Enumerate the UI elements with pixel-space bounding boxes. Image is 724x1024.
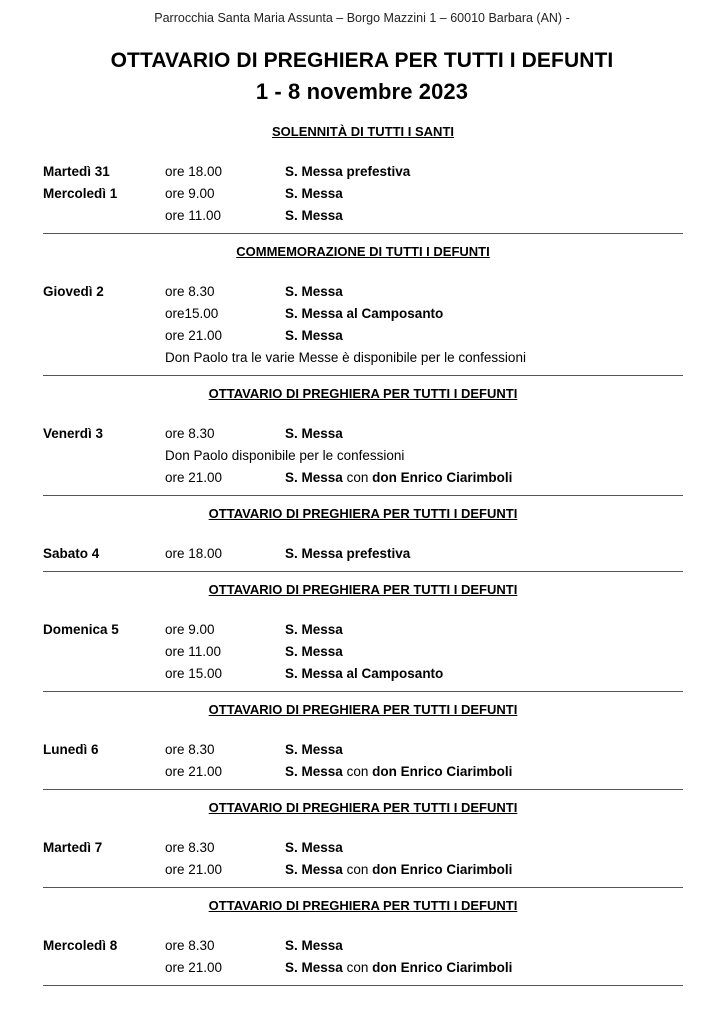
schedule-row	[43, 859, 683, 881]
schedule-sections	[43, 123, 683, 986]
event-title: S. Messa	[285, 840, 343, 855]
schedule-row	[43, 161, 683, 183]
schedule-day: Giovedì 2	[43, 284, 104, 299]
schedule-event	[285, 467, 512, 489]
schedule-section	[43, 897, 683, 986]
schedule-section	[43, 385, 683, 496]
schedule-time: ore 21.00	[165, 862, 223, 877]
event-title: S. Messa	[285, 208, 343, 223]
event-title: S. Messa	[285, 862, 343, 877]
schedule-time: ore15.00	[165, 306, 219, 321]
section-heading: COMMEMORAZIONE DI TUTTI I DEFUNTI	[236, 244, 490, 259]
event-connector: con	[346, 960, 369, 975]
schedule-event	[285, 303, 443, 325]
schedule-time: ore 18.00	[165, 164, 223, 179]
schedule-event	[285, 423, 343, 445]
schedule-row	[43, 641, 683, 663]
schedule-time: ore 11.00	[165, 208, 222, 223]
schedule-time: ore 8.30	[165, 938, 215, 953]
event-title: S. Messa	[285, 284, 343, 299]
schedule-time: ore 9.00	[165, 186, 215, 201]
parish-header: Parrocchia Santa Maria Assunta – Borgo Mazzini 1 – 60010 Barbara (AN) -	[154, 11, 570, 25]
event-celebrant: don Enrico Ciarimboli	[372, 960, 513, 975]
schedule-time: ore 9.00	[165, 622, 215, 637]
schedule-day: Venerdì 3	[43, 426, 104, 441]
schedule-section	[43, 505, 683, 572]
schedule-row	[43, 183, 683, 205]
schedule-time: ore 8.30	[165, 742, 215, 757]
schedule-event	[285, 619, 343, 641]
schedule-event	[285, 205, 343, 227]
schedule-event	[285, 859, 512, 881]
section-heading: OTTAVARIO DI PREGHIERA PER TUTTI I DEFUNTI	[208, 800, 518, 815]
schedule-day: Lunedì 6	[43, 742, 99, 757]
schedule-event	[285, 325, 343, 347]
event-title: S. Messa	[285, 742, 343, 757]
schedule-time: ore 21.00	[165, 328, 223, 343]
schedule-time: ore 8.30	[165, 840, 215, 855]
schedule-time: ore 8.30	[165, 426, 215, 441]
schedule-day: Domenica 5	[43, 622, 119, 637]
schedule-event	[285, 641, 343, 663]
event-title: S. Messa	[285, 470, 343, 485]
schedule-event	[285, 957, 512, 979]
schedule-day: Martedì 7	[43, 840, 103, 855]
schedule-event	[285, 663, 443, 685]
schedule-row	[43, 467, 683, 489]
schedule-event	[285, 183, 343, 205]
schedule-event	[285, 739, 343, 761]
event-connector: con	[346, 470, 369, 485]
event-title: S. Messa	[285, 186, 343, 201]
schedule-section	[43, 581, 683, 692]
event-title: S. Messa	[285, 764, 343, 779]
schedule-note: Don Paolo disponibile per le confessioni	[165, 448, 405, 463]
schedule-row	[43, 303, 683, 325]
event-title: S. Messa al Camposanto	[285, 666, 444, 681]
event-title: S. Messa	[285, 938, 343, 953]
schedule-row	[43, 423, 683, 445]
schedule-row	[43, 935, 683, 957]
schedule-event	[285, 543, 410, 565]
document-title: OTTAVARIO DI PREGHIERA PER TUTTI I DEFUNTI	[110, 49, 614, 72]
schedule-section	[43, 701, 683, 790]
schedule-day: Sabato 4	[43, 546, 100, 561]
event-celebrant: don Enrico Ciarimboli	[372, 764, 513, 779]
schedule-row	[43, 325, 683, 347]
schedule-section	[43, 799, 683, 888]
event-connector: con	[346, 862, 369, 877]
event-title: S. Messa al Camposanto	[285, 306, 444, 321]
section-heading: SOLENNITÀ DI TUTTI I SANTI	[272, 124, 454, 139]
schedule-row	[43, 445, 683, 467]
schedule-row	[43, 663, 683, 685]
schedule-section	[43, 243, 683, 376]
section-heading: OTTAVARIO DI PREGHIERA PER TUTTI I DEFUNTI	[208, 898, 518, 913]
event-title: S. Messa	[285, 622, 343, 637]
schedule-day: Martedì 31	[43, 164, 110, 179]
event-title: S. Messa	[285, 960, 343, 975]
schedule-time: ore 18.00	[165, 546, 223, 561]
schedule-event	[285, 281, 343, 303]
schedule-row	[43, 957, 683, 979]
schedule-row	[43, 837, 683, 859]
schedule-event	[285, 761, 512, 783]
section-heading: OTTAVARIO DI PREGHIERA PER TUTTI I DEFUNTI	[208, 506, 518, 521]
event-celebrant: don Enrico Ciarimboli	[372, 470, 513, 485]
schedule-time: ore 21.00	[165, 960, 223, 975]
schedule-row	[43, 281, 683, 303]
schedule-event	[285, 837, 343, 859]
schedule-time: ore 11.00	[165, 644, 222, 659]
event-title: S. Messa	[285, 426, 343, 441]
schedule-row	[43, 619, 683, 641]
event-title: S. Messa prefestiva	[285, 546, 411, 561]
schedule-row	[43, 739, 683, 761]
schedule-time: ore 8.30	[165, 284, 215, 299]
schedule-event	[285, 935, 343, 957]
event-title: S. Messa	[285, 328, 343, 343]
schedule-day: Mercoledì 1	[43, 186, 118, 201]
event-celebrant: don Enrico Ciarimboli	[372, 862, 513, 877]
schedule-section	[43, 123, 683, 234]
section-heading: OTTAVARIO DI PREGHIERA PER TUTTI I DEFUNTI	[208, 702, 518, 717]
event-title: S. Messa	[285, 644, 343, 659]
schedule-row	[43, 543, 683, 565]
schedule-time: ore 21.00	[165, 764, 223, 779]
document-date-range: 1 - 8 novembre 2023	[255, 79, 469, 104]
schedule-time: ore 21.00	[165, 470, 223, 485]
schedule-row	[43, 347, 683, 369]
schedule-row	[43, 205, 683, 227]
section-heading: OTTAVARIO DI PREGHIERA PER TUTTI I DEFUNTI	[208, 582, 518, 597]
schedule-event	[285, 161, 410, 183]
event-title: S. Messa prefestiva	[285, 164, 411, 179]
schedule-row	[43, 761, 683, 783]
event-connector: con	[346, 764, 369, 779]
section-heading: OTTAVARIO DI PREGHIERA PER TUTTI I DEFUNTI	[208, 386, 518, 401]
schedule-note: Don Paolo tra le varie Messe è disponibile per le confessioni	[165, 350, 526, 365]
schedule-day: Mercoledì 8	[43, 938, 118, 953]
schedule-time: ore 15.00	[165, 666, 223, 681]
